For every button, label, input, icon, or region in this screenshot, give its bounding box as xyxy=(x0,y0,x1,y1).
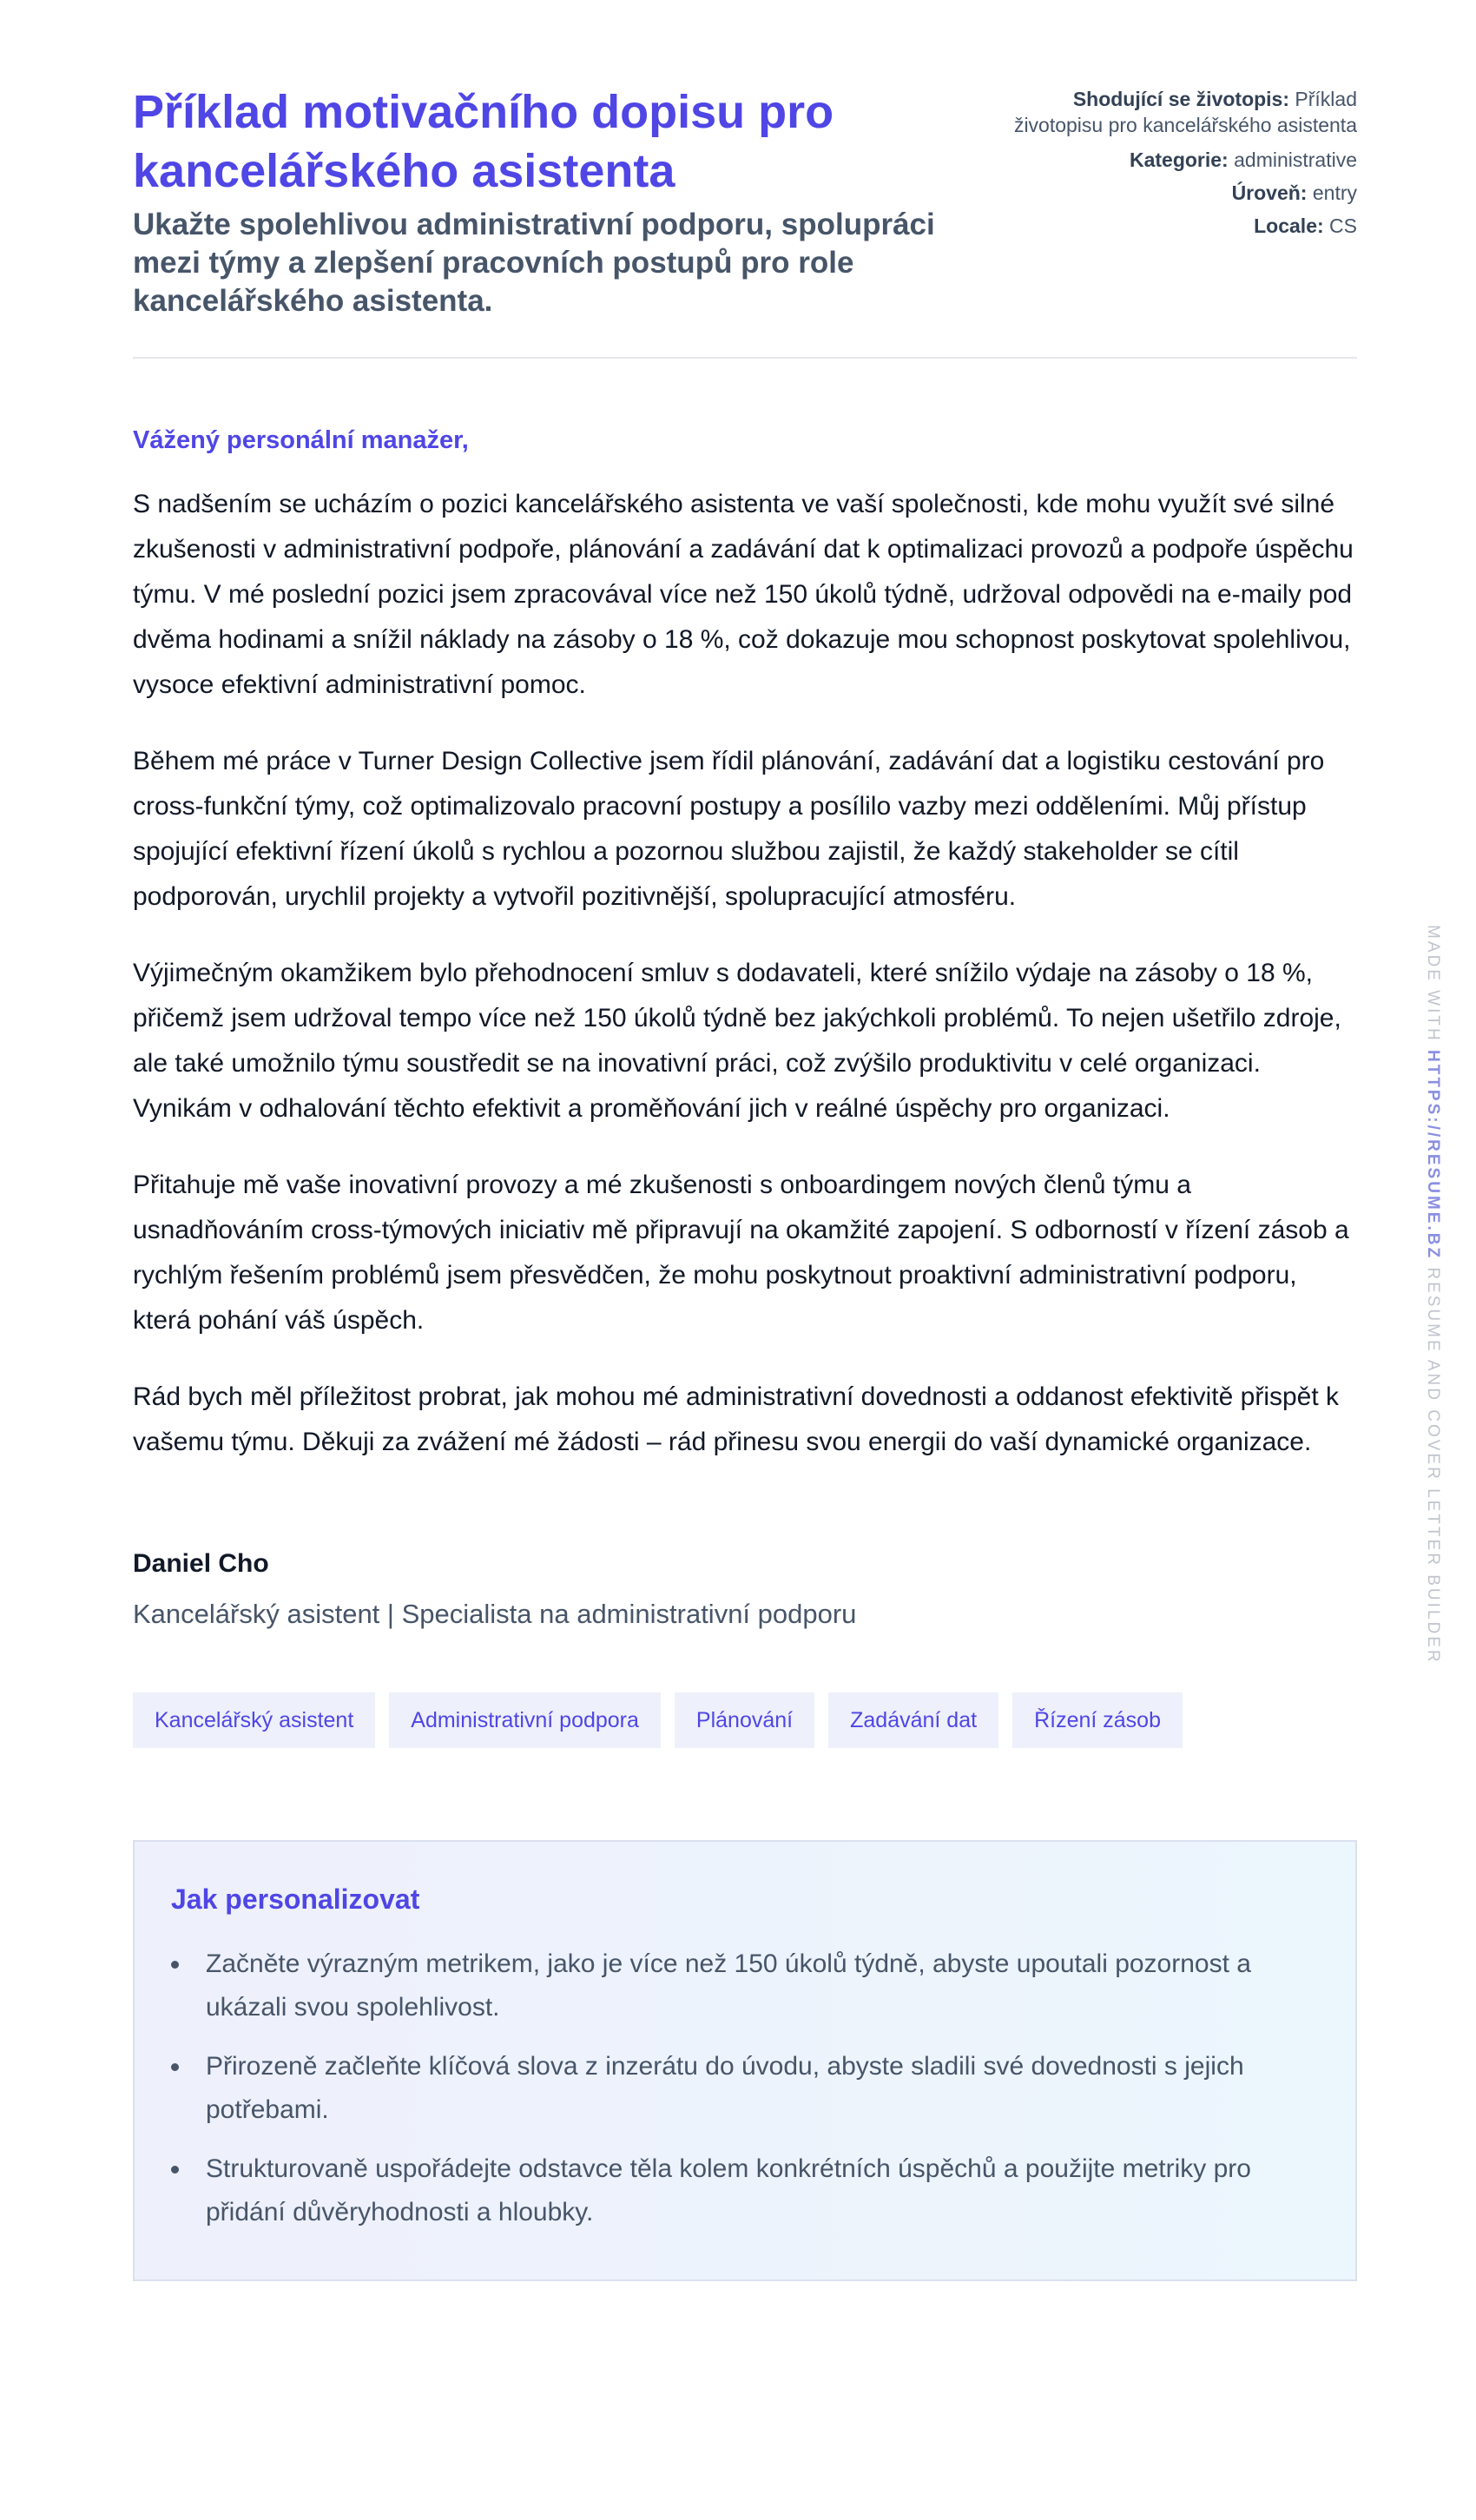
meta-resume-label: Shodující se životopis: xyxy=(1072,88,1290,110)
meta-level-value: entry xyxy=(1312,181,1357,204)
tag: Řízení zásob xyxy=(1012,1692,1183,1748)
meta-category-value: administrative xyxy=(1234,148,1357,171)
signature-name: Daniel Cho xyxy=(133,1549,269,1578)
watermark-suffix: RESUME AND COVER LETTER BUILDER xyxy=(1424,1267,1442,1665)
tag: Administrativní podpora xyxy=(389,1692,661,1748)
signature-role: Kancelářský asistent | Specialista na administrativní podporu xyxy=(133,1599,857,1629)
letter-paragraph: Rád bych měl příležitost probrat, jak mohou mé administrativní dovednosti a oddanost efektivitě přispět k vašemu týmu. Děkuji za zvážení mé žádosti – rád přinesu svou energii do vaší dynamické organizace. xyxy=(133,1382,1340,1456)
meta-locale-label: Locale: xyxy=(1254,214,1324,237)
meta-level-label: Úroveň: xyxy=(1231,181,1308,204)
watermark-text xyxy=(1424,925,1442,1665)
tag: Plánování xyxy=(675,1692,814,1748)
page-subtitle: Ukažte spolehlivou administrativní podporu, spolupráci mezi týmy a zlepšení pracovních postupů pro role kancelářského asistenta. xyxy=(133,208,935,318)
tips-list-item: Strukturovaně uspořádejte odstavce těla kolem konkrétních úspěchů a použijte metriky pro přidání důvěryhodnosti a hloubky. xyxy=(171,2147,1317,2234)
watermark-link[interactable]: HTTPS://RESUME.BZ xyxy=(1424,1050,1442,1261)
tips-list-item: Začněte výrazným metrikem, jako je více než 150 úkolů týdně, abyste upoutali pozornost a ukázali svou spolehlivost. xyxy=(171,1943,1317,2029)
meta-level xyxy=(1010,180,1357,206)
meta-category-label: Kategorie: xyxy=(1129,148,1229,171)
cover-letter-page xyxy=(133,82,1357,2281)
tag: Kancelářský asistent xyxy=(133,1692,375,1748)
personalize-tips-box xyxy=(133,1840,1357,2281)
page-title: Příklad motivačního dopisu pro kancelářského asistenta xyxy=(133,86,834,197)
header-divider xyxy=(133,357,1357,359)
meta-resume xyxy=(1010,86,1357,138)
header xyxy=(133,82,1357,357)
tag-list xyxy=(133,1692,1357,1748)
watermark-prefix: MADE WITH xyxy=(1424,925,1442,1043)
letter-paragraph: Přitahuje mě vaše inovativní provozy a mé zkušenosti s onboardingem nových členů týmu a usnadňováním cross-týmových iniciativ mě připravují na okamžité zapojení. S odborností v řízení zásob a rychlým řešením problémů jsem přesvědčen, že mohu poskytnout proaktivní administrativní podporu, která pohání váš úspěch. xyxy=(133,1171,1349,1335)
watermark xyxy=(1424,925,1442,1665)
letter-paragraph: Výjimečným okamžikem bylo přehodnocení smluv s dodavateli, které snížilo výdaje na zásoby o 18 %, přičemž jsem udržoval tempo více než 150 úkolů týdně bez jakýchkoli problémů. To nejen ušetřilo zdroje, ale také umožnilo týmu soustředit se na inovativní práci, což zvýšilo produktivitu v celé organizaci. Vynikám v odhalování těchto efektivit a proměňování jich v reálné úspěchy pro organizaci. xyxy=(133,959,1341,1123)
letter-greeting: Vážený personální manažer, xyxy=(133,426,469,454)
tips-list-item: Přirozeně začleňte klíčová slova z inzerátu do úvodu, abyste sladili své dovednosti s jejich potřebami. xyxy=(171,2045,1317,2132)
meta-info xyxy=(1010,86,1357,246)
meta-locale xyxy=(1010,213,1357,239)
tips-title: Jak personalizovat xyxy=(171,1883,420,1915)
letter-paragraph: Během mé práce v Turner Design Collective jsem řídil plánování, zadávání dat a logistiku cestování pro cross-funkční týmy, což optimalizovalo pracovní postupy a posílilo vazby mezi odděleními. Můj přístup spojující efektivní řízení úkolů s rychlou a pozornou službou zajistil, že každý stakeholder se cítil podporován, urychlil projekty a vytvořil pozitivnější, spolupracující atmosféru. xyxy=(133,747,1325,911)
meta-locale-value: CS xyxy=(1329,214,1357,237)
meta-category xyxy=(1010,147,1357,173)
tag: Zadávání dat xyxy=(828,1692,998,1748)
tips-list xyxy=(171,1943,1317,2250)
meta-resume-link[interactable]: Příklad životopisu pro kancelářského asistenta xyxy=(1013,88,1357,136)
letter-paragraph: S nadšením se ucházím o pozici kancelářského asistenta ve vaší společnosti, kde mohu využít své silné zkušenosti v administrativní podpoře, plánování a zadávání dat k optimalizaci provozů a podpoře úspěchu týmu. V mé poslední pozici jsem zpracovával více než 150 úkolů týdně, udržoval odpovědi na e-maily pod dvěma hodinami a snížil náklady na zásoby o 18 %, což dokazuje mou schopnost poskytovat spolehlivou, vysoce efektivní administrativní pomoc. xyxy=(133,490,1354,699)
